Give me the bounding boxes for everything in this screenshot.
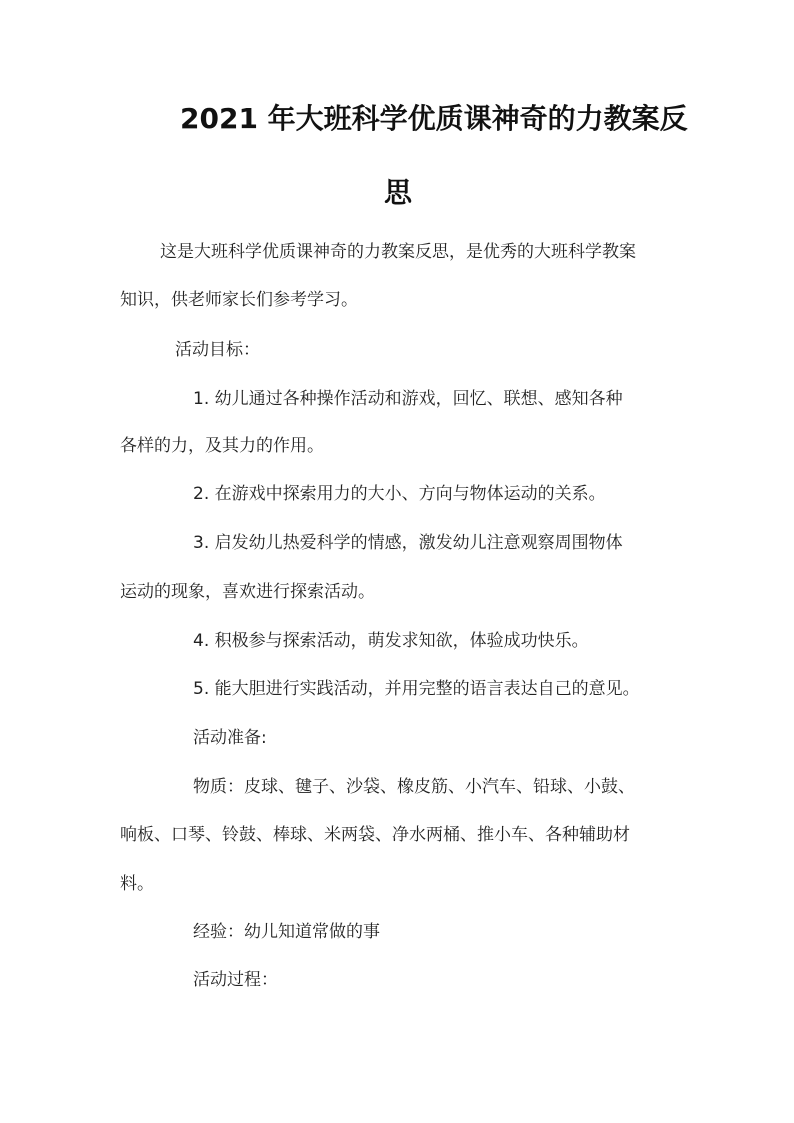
goal-2: 2. 在游戏中探索用力的大小、方向与物体运动的关系。 xyxy=(193,484,606,504)
goal-5: 5. 能大胆进行实践活动，并用完整的语言表达自己的意见。 xyxy=(193,679,640,699)
document-title-line-1: 2021 年大班科学优质课神奇的力教案反 xyxy=(180,102,688,135)
experience-line: 经验：幼儿知道常做的事 xyxy=(193,922,380,942)
goal-1-line-2: 各样的力，及其力的作用。 xyxy=(120,436,324,456)
document-title-line-2: 思 xyxy=(384,176,413,209)
intro-line-1: 这是大班科学优质课神奇的力教案反思，是优秀的大班科学教案 xyxy=(160,242,636,262)
materials-line-3: 料。 xyxy=(120,874,154,894)
goal-4: 4. 积极参与探索活动，萌发求知欲，体验成功快乐。 xyxy=(193,631,589,651)
materials-line-2: 响板、口琴、铃鼓、棒球、米两袋、净水两桶、推小车、各种辅助材 xyxy=(120,825,630,845)
materials-line-1: 物质：皮球、毽子、沙袋、橡皮筋、小汽车、铅球、小鼓、 xyxy=(193,777,635,797)
section-heading-process: 活动过程： xyxy=(193,970,278,990)
goal-3-line-2: 运动的现象，喜欢进行探索活动。 xyxy=(120,582,375,602)
section-heading-goals: 活动目标： xyxy=(175,340,260,360)
intro-line-2: 知识，供老师家长们参考学习。 xyxy=(120,290,358,310)
goal-1-line-1: 1. 幼儿通过各种操作活动和游戏，回忆、联想、感知各种 xyxy=(193,389,623,409)
section-heading-preparation: 活动准备: xyxy=(193,728,267,748)
goal-3-line-1: 3. 启发幼儿热爱科学的情感，激发幼儿注意观察周围物体 xyxy=(193,533,623,553)
